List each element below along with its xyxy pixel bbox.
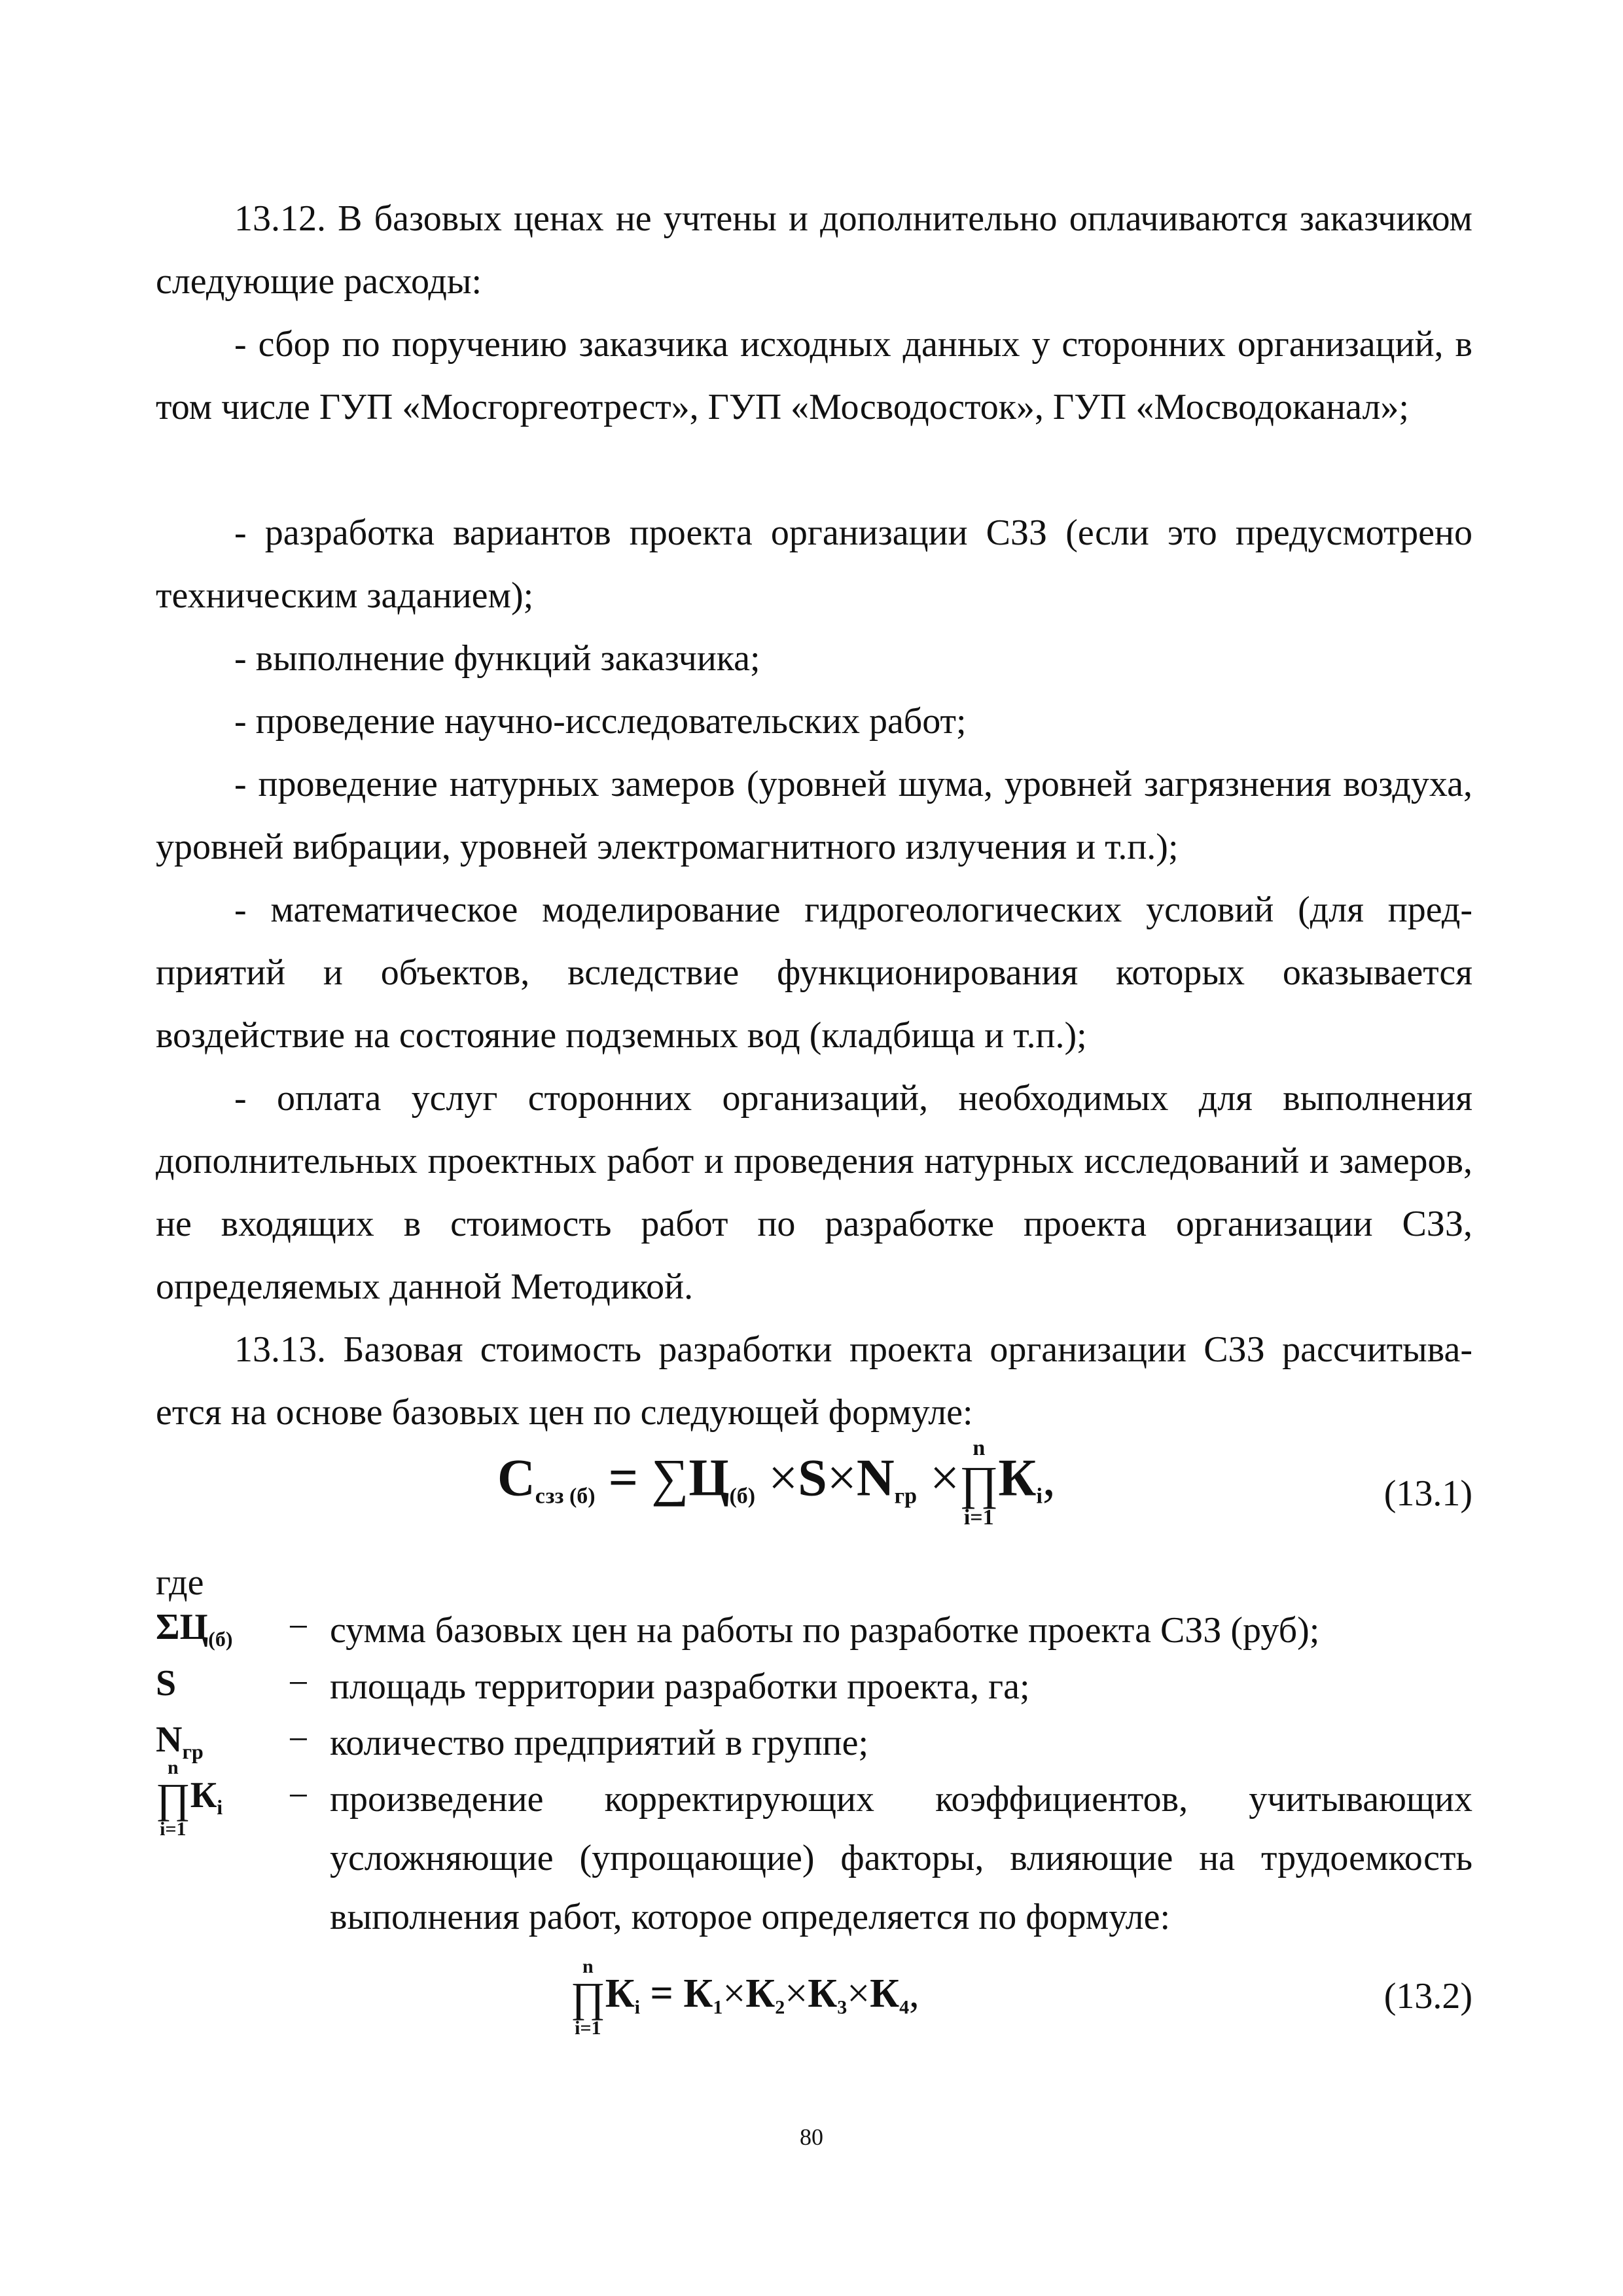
formula2-product-sign: ∏: [571, 1974, 605, 2020]
formula-times-3: ×: [930, 1449, 960, 1507]
formula-13-1: [497, 1437, 1056, 1529]
paragraph-item-research: - проведение научно-исследовательских работ;: [234, 701, 967, 742]
definition-symbol-product-k: [156, 1758, 223, 1839]
formula2-k4: К: [870, 1971, 900, 2017]
definition-dash: −: [288, 1663, 309, 1704]
formula-product: [959, 1437, 998, 1529]
formula2-product-lower: i=1: [575, 2017, 601, 2039]
formula2-times-1: ×: [722, 1971, 746, 2017]
definition-text-sum-ts: сумма базовых цен на работы по разработке проекта СЗЗ (руб);: [330, 1610, 1320, 1651]
symbol-product-lower: i=1: [160, 1818, 187, 1840]
symbol-k: К: [190, 1774, 217, 1816]
paragraph-item-variants: - разработка вариантов проекта организации СЗЗ (если это предусмотрено техническим заданием);: [156, 512, 1472, 616]
paragraph-item-measurements: - проведение натурных замеров (уровней шума, уровней загрязнения воздуха, уровней вибрации, уровней электромагнитного излучения и т.п.);: [156, 764, 1472, 867]
formula2-comma: ,: [909, 1971, 919, 2017]
formula2-k1: К: [683, 1971, 713, 2017]
definition-text-n: количество предприятий в группе;: [330, 1723, 869, 1763]
formula2-k-sub: i: [634, 1996, 640, 2018]
formula-c: С: [497, 1449, 535, 1507]
formula2-product: [571, 1957, 605, 2038]
symbol-k-sub: i: [217, 1795, 223, 1820]
paragraph-13-13: 13.13. Базовая стоимость разработки проекта организации СЗЗ рассчитыва-ется на основе базовых цен по следующей формуле:: [156, 1329, 1472, 1433]
equation-number-13-2: (13.2): [1383, 1976, 1472, 2017]
formula2-k3: К: [808, 1971, 838, 2017]
formula-times-1: ×: [768, 1449, 798, 1507]
definition-dash: −: [288, 1607, 309, 1647]
symbol-product-sign: ∏: [156, 1775, 190, 1821]
symbol-sum-ts-sub: (б): [208, 1627, 233, 1651]
symbol-n: N: [156, 1719, 183, 1760]
formula2-times-3: ×: [847, 1971, 870, 2017]
formula-c-sub: сзз (б): [535, 1484, 596, 1509]
definition-symbol-sum-ts: [156, 1606, 232, 1651]
formula2-k2-sub: 2: [775, 1996, 785, 2018]
equation-number-13-1: (13.1): [1383, 1473, 1472, 1514]
formula2-k2: К: [745, 1971, 776, 2017]
formula2-k3-sub: 3: [837, 1996, 847, 2018]
paragraph-item-collection: - сбор по поручению заказчика исходных данных у сторонних организаций, в том числе ГУП «Мосгоргеотрест», ГУП «Мосводосток», ГУП «Мосводоканал»;: [156, 324, 1472, 427]
symbol-n-sub: гр: [182, 1740, 204, 1764]
product-lower: i=1: [963, 1505, 994, 1530]
formula-k-sub: i: [1036, 1484, 1043, 1509]
definition-dash: −: [288, 1776, 309, 1816]
definition-symbol-s: S: [156, 1663, 177, 1704]
formula-ts: Ц: [688, 1449, 730, 1507]
paragraph-item-modeling: - математическое моделирование гидрогеологических условий (для пред-приятий и объектов, вследствие функционирования которых оказывается воздействие на состояние подземных вод (кладбища и т.п.);: [156, 889, 1472, 1056]
formula-comma: ,: [1042, 1449, 1056, 1507]
symbol-sum-ts: ΣЦ: [156, 1607, 209, 1647]
formula2-k: К: [605, 1971, 635, 2017]
product-symbol: ∏: [959, 1457, 999, 1509]
formula2-times-2: ×: [785, 1971, 808, 2017]
formula-ts-sub: (б): [729, 1484, 756, 1509]
formula-s: S: [798, 1449, 827, 1507]
definition-text-product-k: произведение корректирующих коэффициентов, учитывающих усложняющие (упрощающие) факторы, влияющие на трудоемкость выполнения работ, которое определяется по формуле:: [330, 1779, 1472, 1937]
definition-dash: −: [288, 1719, 309, 1760]
product-upper: n: [972, 1436, 986, 1460]
formula-equals: =: [608, 1449, 639, 1507]
formula2-equals: =: [650, 1971, 673, 2017]
symbol-product: [156, 1758, 190, 1839]
paragraph-13-12: 13.12. В базовых ценах не учтены и дополнительно оплачиваются заказчиком следующие расходы:: [156, 198, 1472, 302]
where-label: где: [156, 1562, 204, 1603]
page-number: 80: [800, 2124, 823, 2150]
formula2-product-upper: n: [582, 1956, 594, 1977]
formula-k: К: [998, 1449, 1037, 1507]
definition-symbol-n: [156, 1719, 204, 1764]
symbol-product-upper: n: [168, 1757, 179, 1778]
definition-text-s: площадь территории разработки проекта, га;: [330, 1666, 1030, 1707]
formula-13-2: [571, 1957, 919, 2038]
paragraph-item-customer-functions: - выполнение функций заказчика;: [234, 638, 760, 679]
formula2-k4-sub: 4: [899, 1996, 910, 2018]
formula2-k1-sub: 1: [713, 1996, 723, 2018]
formula-times-2: ×: [827, 1449, 857, 1507]
formula-n: N: [856, 1449, 895, 1507]
formula-sigma: ∑: [651, 1449, 689, 1507]
paragraph-item-third-party: - оплата услуг сторонних организаций, необходимых для выполнения дополнительных проектных работ и проведения натурных исследований и замеров, не входящих в стоимость работ по разработке проекта организации СЗЗ, определяемых данной Методикой.: [156, 1078, 1472, 1307]
formula-n-sub: гр: [894, 1484, 918, 1509]
